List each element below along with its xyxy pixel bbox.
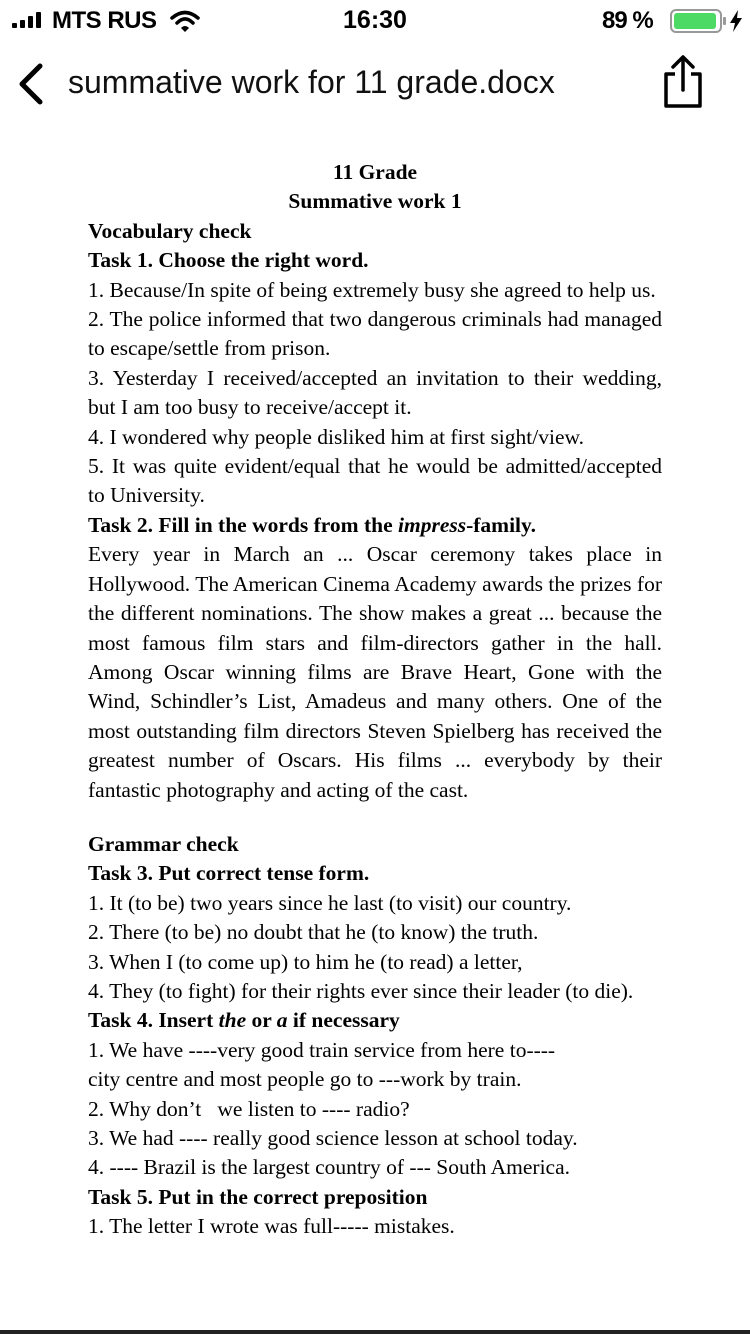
- share-icon[interactable]: [660, 54, 706, 110]
- bottom-divider: [0, 1330, 750, 1334]
- battery-icon: [670, 9, 730, 33]
- task1-item: 3. Yesterday I received/accepted an invitation to their wedding, but I am too busy to receive/accept it.: [88, 365, 662, 420]
- paragraph-gap: [88, 805, 662, 830]
- task1-item: 2. The police informed that two dangerous criminals had managed to escape/settle from prison.: [88, 307, 662, 361]
- carrier-name: MTS RUS: [52, 7, 157, 34]
- task3-item: 4. They (to fight) for their rights ever since their leader (to die).: [88, 978, 634, 1003]
- task1-item: 5. It was quite evident/equal that he would be admitted/accepted to University.: [88, 454, 662, 508]
- task2-title: [88, 511, 662, 540]
- summative-heading: Summative work 1: [288, 189, 462, 214]
- back-chevron-icon[interactable]: [14, 62, 48, 106]
- grade-heading: 11 Grade: [332, 160, 418, 184]
- task4-title-emphasis: the: [218, 1008, 247, 1033]
- task4-title-part: or: [246, 1008, 277, 1033]
- document-body: [88, 158, 662, 1242]
- task2-text: Every year in March an ... Oscar ceremony takes place in Hollywood. The American Cinema Academy awards the prizes for the different nominations. The show makes a great ... because the most famous film stars and film-directors gather in the hall. Among Oscar winning films are Brave Heart, Gone with the Wind, Schindler’s List, Amadeus and many others. One of the most outstanding film directors Steven Spielberg has received the greatest number of Oscars. His films ... everybody by their fantastic photography and acting of the cast.: [88, 542, 662, 802]
- task2-title-emphasis: impress: [398, 512, 467, 537]
- document-title: summative work for 11 grade.docx: [68, 64, 555, 100]
- task1-title: Task 1. Choose the right word.: [88, 248, 369, 273]
- charging-bolt-icon: [729, 10, 743, 32]
- task3-item: 2. There (to be) no doubt that he (to know) the truth.: [88, 920, 539, 945]
- task4-item: 4. ---- Brazil is the largest country of --- South America.: [88, 1155, 571, 1180]
- task4-title-part: Task 4. Insert: [88, 1008, 219, 1033]
- task2-title-part: Task 2. Fill in the words from the: [88, 512, 398, 537]
- status-time: 16:30: [343, 6, 407, 34]
- task4-item: 1. We have ----very good train service from here to----: [88, 1037, 556, 1062]
- task1-item: 1. Because/In spite of being extremely busy she agreed to help us.: [88, 277, 656, 302]
- task1-item: 4. I wondered why people disliked him at first sight/view.: [88, 424, 585, 449]
- nav-bar: [0, 40, 750, 130]
- task4-title-emphasis: a: [276, 1008, 288, 1033]
- battery-percent: 89 %: [602, 7, 653, 34]
- task4-item: city centre and most people go to ---work by train.: [88, 1067, 522, 1092]
- task5-item: 1. The letter I wrote was full----- mistakes.: [88, 1214, 455, 1239]
- vocabulary-section-title: Vocabulary check: [88, 218, 252, 243]
- task4-title: [88, 1006, 662, 1035]
- task3-title: Task 3. Put correct tense form.: [88, 861, 370, 886]
- task3-item: 1. It (to be) two years since he last (to visit) our country.: [88, 890, 572, 915]
- task4-item: 3. We had ---- really good science lesson at school today.: [88, 1126, 578, 1150]
- task4-title-part: if necessary: [287, 1008, 400, 1033]
- status-bar: [0, 0, 750, 40]
- grammar-section-title: Grammar check: [88, 831, 239, 856]
- task5-title: Task 5. Put in the correct preposition: [88, 1184, 428, 1209]
- task2-title-part: -family.: [466, 512, 536, 537]
- task3-item: 3. When I (to come up) to him he (to read) a letter,: [88, 949, 523, 974]
- task4-item: 2. Why don’t we listen to ---- radio?: [88, 1096, 410, 1121]
